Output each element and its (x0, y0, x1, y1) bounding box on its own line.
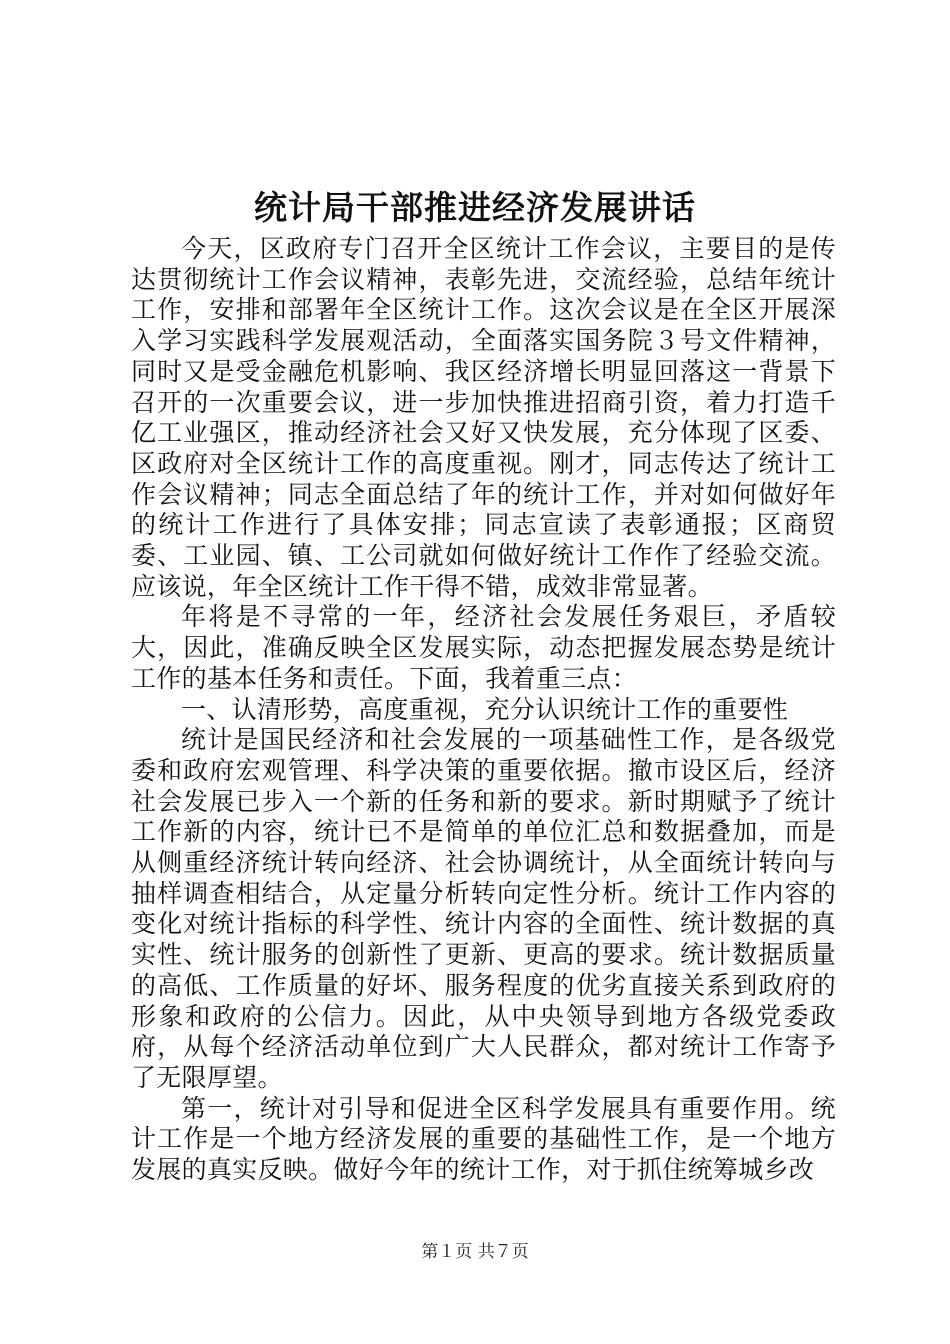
paragraph-opening: 今天，区政府专门召开全区统计工作会议，主要目的是传达贯彻统计工作会议精神，表彰先进，交流经验，总结年统计工作，安排和部署年全区统计工作。这次会议是在全区开展深入学习实践科学发展观活动，全面落实国务院３号文件精神，同时又是受金融危机影响、我区经济增长明显回落这一背景下召开的一次重要会议，进一步加快推进招商引资，着力打造千亿工业强区，推动经济社会又好又快发展，充分体现了区委、区政府对全区统计工作的高度重视。刚才，同志传达了统计工作会议精神；同志全面总结了年的统计工作，并对如何做好年的统计工作进行了具体安排；同志宣读了表彰通报；区商贸委、工业园、镇、工公司就如何做好统计工作作了经验交流。应该说，年全区统计工作干得不错，成效非常显著。 (131, 234, 836, 601)
document-title: 统计局干部推进经济发展讲话 (254, 188, 696, 227)
document-body (131, 234, 836, 1186)
paragraph-year-outlook: 年将是不寻常的一年，经济社会发展任务艰巨，矛盾较大，因此，准确反映全区发展实际，动态把握发展态势是统计工作的基本任务和责任。下面，我着重三点： (131, 602, 836, 693)
paragraph-point-one: 第一，统计对引导和促进全区科学发展具有重要作用。统计工作是一个地方经济发展的重要的基础性工作，是一个地方发展的真实反映。做好今年的统计工作，对于抓住统筹城乡改 (131, 1093, 836, 1185)
section-heading-one: 一、认清形势，高度重视，充分认识统计工作的重要性 (181, 694, 789, 724)
page-footer: 第１页 共７页 (421, 1242, 529, 1262)
paragraph-statistics-importance: 统计是国民经济和社会发展的一项基础性工作，是各级党委和政府宏观管理、科学决策的重要依据。撤市设区后，经济社会发展已步入一个新的任务和新的要求。新时期赋予了统计工作新的内容，统计已不是简单的单位汇总和数据叠加，而是从侧重经济统计转向经济、社会协调统计，从全面统计转向与抽样调查相结合，从定量分析转向定性分析。统计工作内容的变化对统计指标的科学性、统计内容的全面性、统计数据的真实性、统计服务的创新性了更新、更高的要求。统计数据质量的高低、工作质量的好坏、服务程度的优劣直接关系到政府的形象和政府的公信力。因此，从中央领导到地方各级党委政府，从每个经济活动单位到广大人民群众，都对统计工作寄予了无限厚望。 (131, 725, 836, 1092)
